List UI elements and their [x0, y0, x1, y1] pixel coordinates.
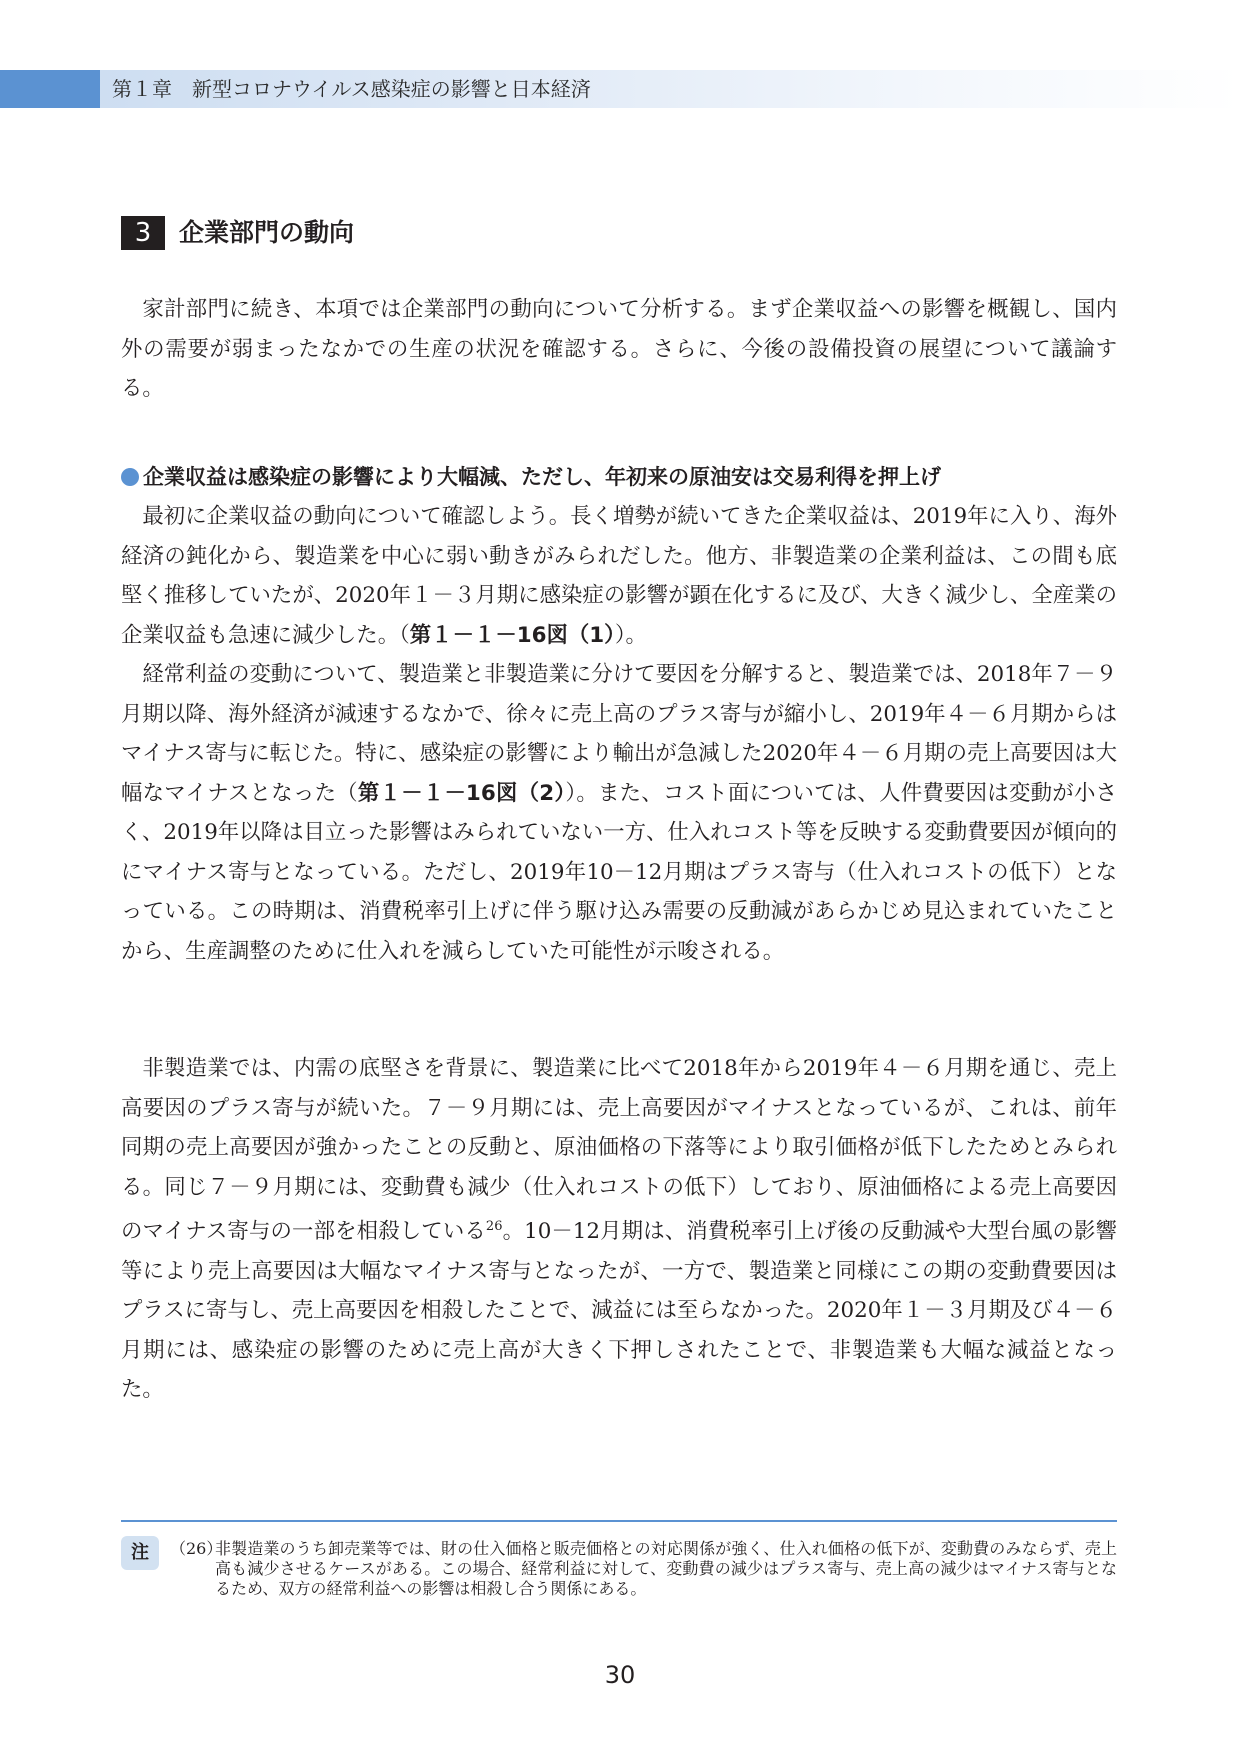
section-title: 企業部門の動向 — [179, 218, 355, 247]
body-paragraph-3 — [121, 1049, 1117, 1410]
paragraph-3-tail: 。10－12月期は、消費税率引上げ後の反動減や大型台風の影響等により売上高要因は大幅なマイナス寄与となったが、一方で、製造業と同様にこの期の変動費要因はプラスに寄与し、売上高要因を相殺したことで、減益には至らなかった。2020年１－３月期及び４－６月期には、感染症の影響のために売上高が大きく下押しされたことで、非製造業も大幅な減益となった。 — [121, 1219, 1117, 1402]
bullet-icon — [121, 468, 139, 486]
paragraph-1-text: 最初に企業収益の動向について確認しよう。長く増勢が続いてきた企業収益は、2019年に入り、海外経済の鈍化から、製造業を中心に弱い動きがみられだした。他方、非製造業の企業利益は、この間も底堅く推移していたが、2020年１－３月期に感染症の影響が顕在化するに及び、大きく減少し、全産業の企業収益も急速に減少した。（ — [121, 504, 1117, 648]
paragraph-1-tail: ）。 — [614, 622, 647, 648]
paragraph-2-tail: ）。また、コスト面については、人件費要因は変動が小さく、2019年以降は目立った影響はみられていない一方、仕入れコスト等を反映する変動費要因が傾向的にマイナス寄与となっている。ただし、2019年10－12月期はプラス寄与（仕入れコストの低下）となっている。この時期は、消費税率引上げに伴う駆け込み需要の反動減があらかじめ見込まれていたことから、生産調整のために仕入れを減らしていた可能性が示唆される。 — [121, 780, 1118, 964]
footnote-text: 非製造業のうち卸売業等では、財の仕入価格と販売価格との対応関係が強く、仕入れ価格の低下が、変動費のみならず、売上高も減少させるケースがある。この場合、経常利益に対して、変動費の減少はプラス寄与、売上高の減少はマイナス寄与となるため、双方の経常利益への影響は相殺し合う関係にある。 — [215, 1539, 1117, 1598]
paragraph-2-text: 経常利益の変動について、製造業と非製造業に分けて要因を分解すると、製造業では、2018年７－９月期以降、海外経済が減速するなかで、徐々に売上高のプラス寄与が縮小し、2019年４－６月期からはマイナス寄与に転じた。特に、感染症の影響により輸出が急減した2020年４－６月期の売上高要因は大幅なマイナスとなった（ — [121, 662, 1117, 806]
paragraph-3-text: 非製造業では、内需の底堅さを背景に、製造業に比べて2018年から2019年４－６月期を通じ、売上高要因のプラス寄与が続いた。７－９月期には、売上高要因がマイナスとなっているが、これは、前年同期の売上高要因が強かったことの反動と、原油価格の下落等により取引価格が低下したためとみられる。同じ７－９月期には、変動費も減少（仕入れコストの低下）しており、原油価格による売上高要因のマイナス寄与の一部を相殺している — [121, 1056, 1117, 1244]
notes-label: 注 — [121, 1536, 159, 1570]
body-paragraph-2 — [121, 655, 1117, 971]
footnote-number: （26） — [170, 1539, 223, 1558]
page-number: 30 — [604, 1661, 636, 1689]
figure-reference: 第１－１－16図（2） — [357, 780, 566, 806]
subheading — [121, 462, 1117, 492]
section-number: 3 — [121, 216, 165, 250]
intro-paragraph: 家計部門に続き、本項では企業部門の動向について分析する。まず企業収益への影響を概観し、国内外の需要が弱まったなかでの生産の状況を確認する。さらに、今後の設備投資の展望について議論する。 — [121, 297, 1117, 401]
notes-divider — [121, 1520, 1117, 1522]
figure-reference: 第１－１－16図（1） — [409, 622, 615, 648]
footnote-mark[interactable]: 26 — [485, 1219, 503, 1234]
body-paragraph-1 — [121, 497, 1117, 655]
header-color-tab — [0, 70, 100, 108]
subheading-text: 企業収益は感染症の影響により大幅減、ただし、年初来の原油安は交易利得を押上げ — [143, 465, 941, 489]
chapter-title: 第１章 新型コロナウイルス感染症の影響と日本経済 — [112, 77, 591, 101]
running-header — [0, 70, 1241, 108]
